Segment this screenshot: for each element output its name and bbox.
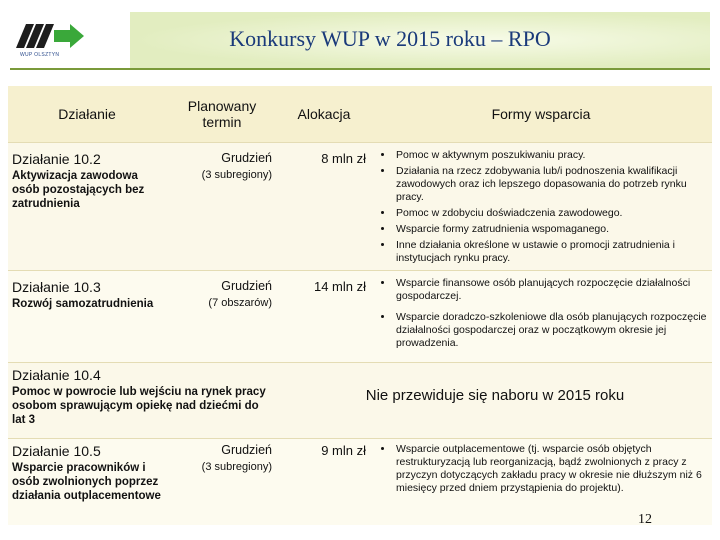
header-action: Działanie bbox=[8, 86, 166, 143]
forms-list bbox=[370, 277, 712, 350]
action-cell bbox=[8, 271, 166, 363]
term-cell bbox=[166, 439, 278, 525]
action-name: Działanie 10.3 bbox=[12, 279, 101, 295]
action-description: Aktywizacja zawodowa osób pozostających bez zatrudnienia bbox=[12, 170, 145, 210]
forms-list bbox=[370, 149, 712, 265]
header-term: Planowany termin bbox=[166, 86, 278, 143]
list-item: • Wsparcie doradczo-szkoleniowe dla osób planujących rozpoczęcie działalności gospodarczej oraz w początkowym okresie jej prowadzenia. bbox=[394, 311, 712, 350]
forms-cell bbox=[370, 143, 712, 271]
term-note: (3 subregiony) bbox=[201, 169, 272, 181]
action-description: Wsparcie pracowników i osób zwolnionych poprzez działania outplacementowe bbox=[12, 462, 161, 502]
table-row bbox=[8, 363, 712, 439]
page-number: 12 bbox=[638, 512, 652, 527]
term-value: Grudzień bbox=[221, 151, 272, 165]
action-name: Działanie 10.2 bbox=[12, 151, 101, 167]
term-value: Grudzień bbox=[221, 443, 272, 457]
table-row bbox=[8, 439, 712, 525]
list-item: • Pomoc w zdobyciu doświadczenia zawodowego. bbox=[394, 207, 712, 220]
term-cell bbox=[166, 271, 278, 363]
table-row bbox=[8, 271, 712, 363]
action-cell bbox=[8, 143, 166, 271]
term-cell bbox=[166, 143, 278, 271]
forms-list bbox=[370, 443, 712, 495]
action-cell bbox=[8, 363, 278, 439]
term-note: (7 obszarów) bbox=[208, 297, 272, 309]
forms-cell bbox=[370, 271, 712, 363]
forms-cell bbox=[370, 439, 712, 525]
list-item: • Wsparcie outplacementowe (tj. wsparcie osób objętych restrukturyzacją lub reorganizacją, bądź zwolnionych z pracy z przyczyn dotyczących zakładu pracy w okresie nie dłuższym niż 6 miesięcy przed dniem przystąpienia do projektu). bbox=[394, 443, 712, 495]
no-call-note: Nie przewiduje się naboru w 2015 roku bbox=[365, 387, 625, 404]
header-forms: Formy wsparcia bbox=[370, 86, 712, 143]
logo-text: WUP OLSZTYN bbox=[20, 52, 60, 58]
competitions-table bbox=[8, 86, 712, 525]
table-row bbox=[8, 143, 712, 271]
page-title: Konkursy WUP w 2015 roku – RPO bbox=[229, 26, 551, 51]
term-value: Grudzień bbox=[221, 279, 272, 293]
list-item: • Wsparcie formy zatrudnienia wspomaganego. bbox=[394, 223, 712, 236]
allocation-cell bbox=[278, 439, 370, 525]
table-header-row bbox=[8, 86, 712, 143]
term-note: (3 subregiony) bbox=[201, 461, 272, 473]
allocation-cell bbox=[278, 143, 370, 271]
no-call-cell bbox=[278, 363, 712, 439]
allocation-value: 9 mln zł bbox=[321, 443, 366, 458]
list-item: • Pomoc w aktywnym poszukiwaniu pracy. bbox=[394, 149, 712, 162]
list-item: • Inne działania określone w ustawie o promocji zatrudnienia i instytucjach rynku pracy. bbox=[394, 239, 712, 265]
header-allocation: Alokacja bbox=[278, 86, 370, 143]
title-divider bbox=[10, 68, 710, 70]
allocation-value: 8 mln zł bbox=[321, 151, 366, 166]
allocation-cell bbox=[278, 271, 370, 363]
list-item: • Wsparcie finansowe osób planujących rozpoczęcie działalności gospodarczej. bbox=[394, 277, 712, 303]
action-name: Działanie 10.5 bbox=[12, 443, 101, 459]
allocation-value: 14 mln zł bbox=[313, 279, 366, 294]
action-name: Działanie 10.4 bbox=[12, 367, 101, 383]
list-item: • Działania na rzecz zdobywania lub/i podnoszenia kwalifikacji zawodowych oraz ich lepszego dopasowania do potrzeb rynku pracy. bbox=[394, 165, 712, 204]
action-description: Pomoc w powrocie lub wejściu na rynek pracy osobom sprawującym opiekę nad dziećmi do lat 3 bbox=[12, 386, 266, 426]
action-description: Rozwój samozatrudnienia bbox=[12, 298, 154, 310]
action-cell bbox=[8, 439, 166, 525]
